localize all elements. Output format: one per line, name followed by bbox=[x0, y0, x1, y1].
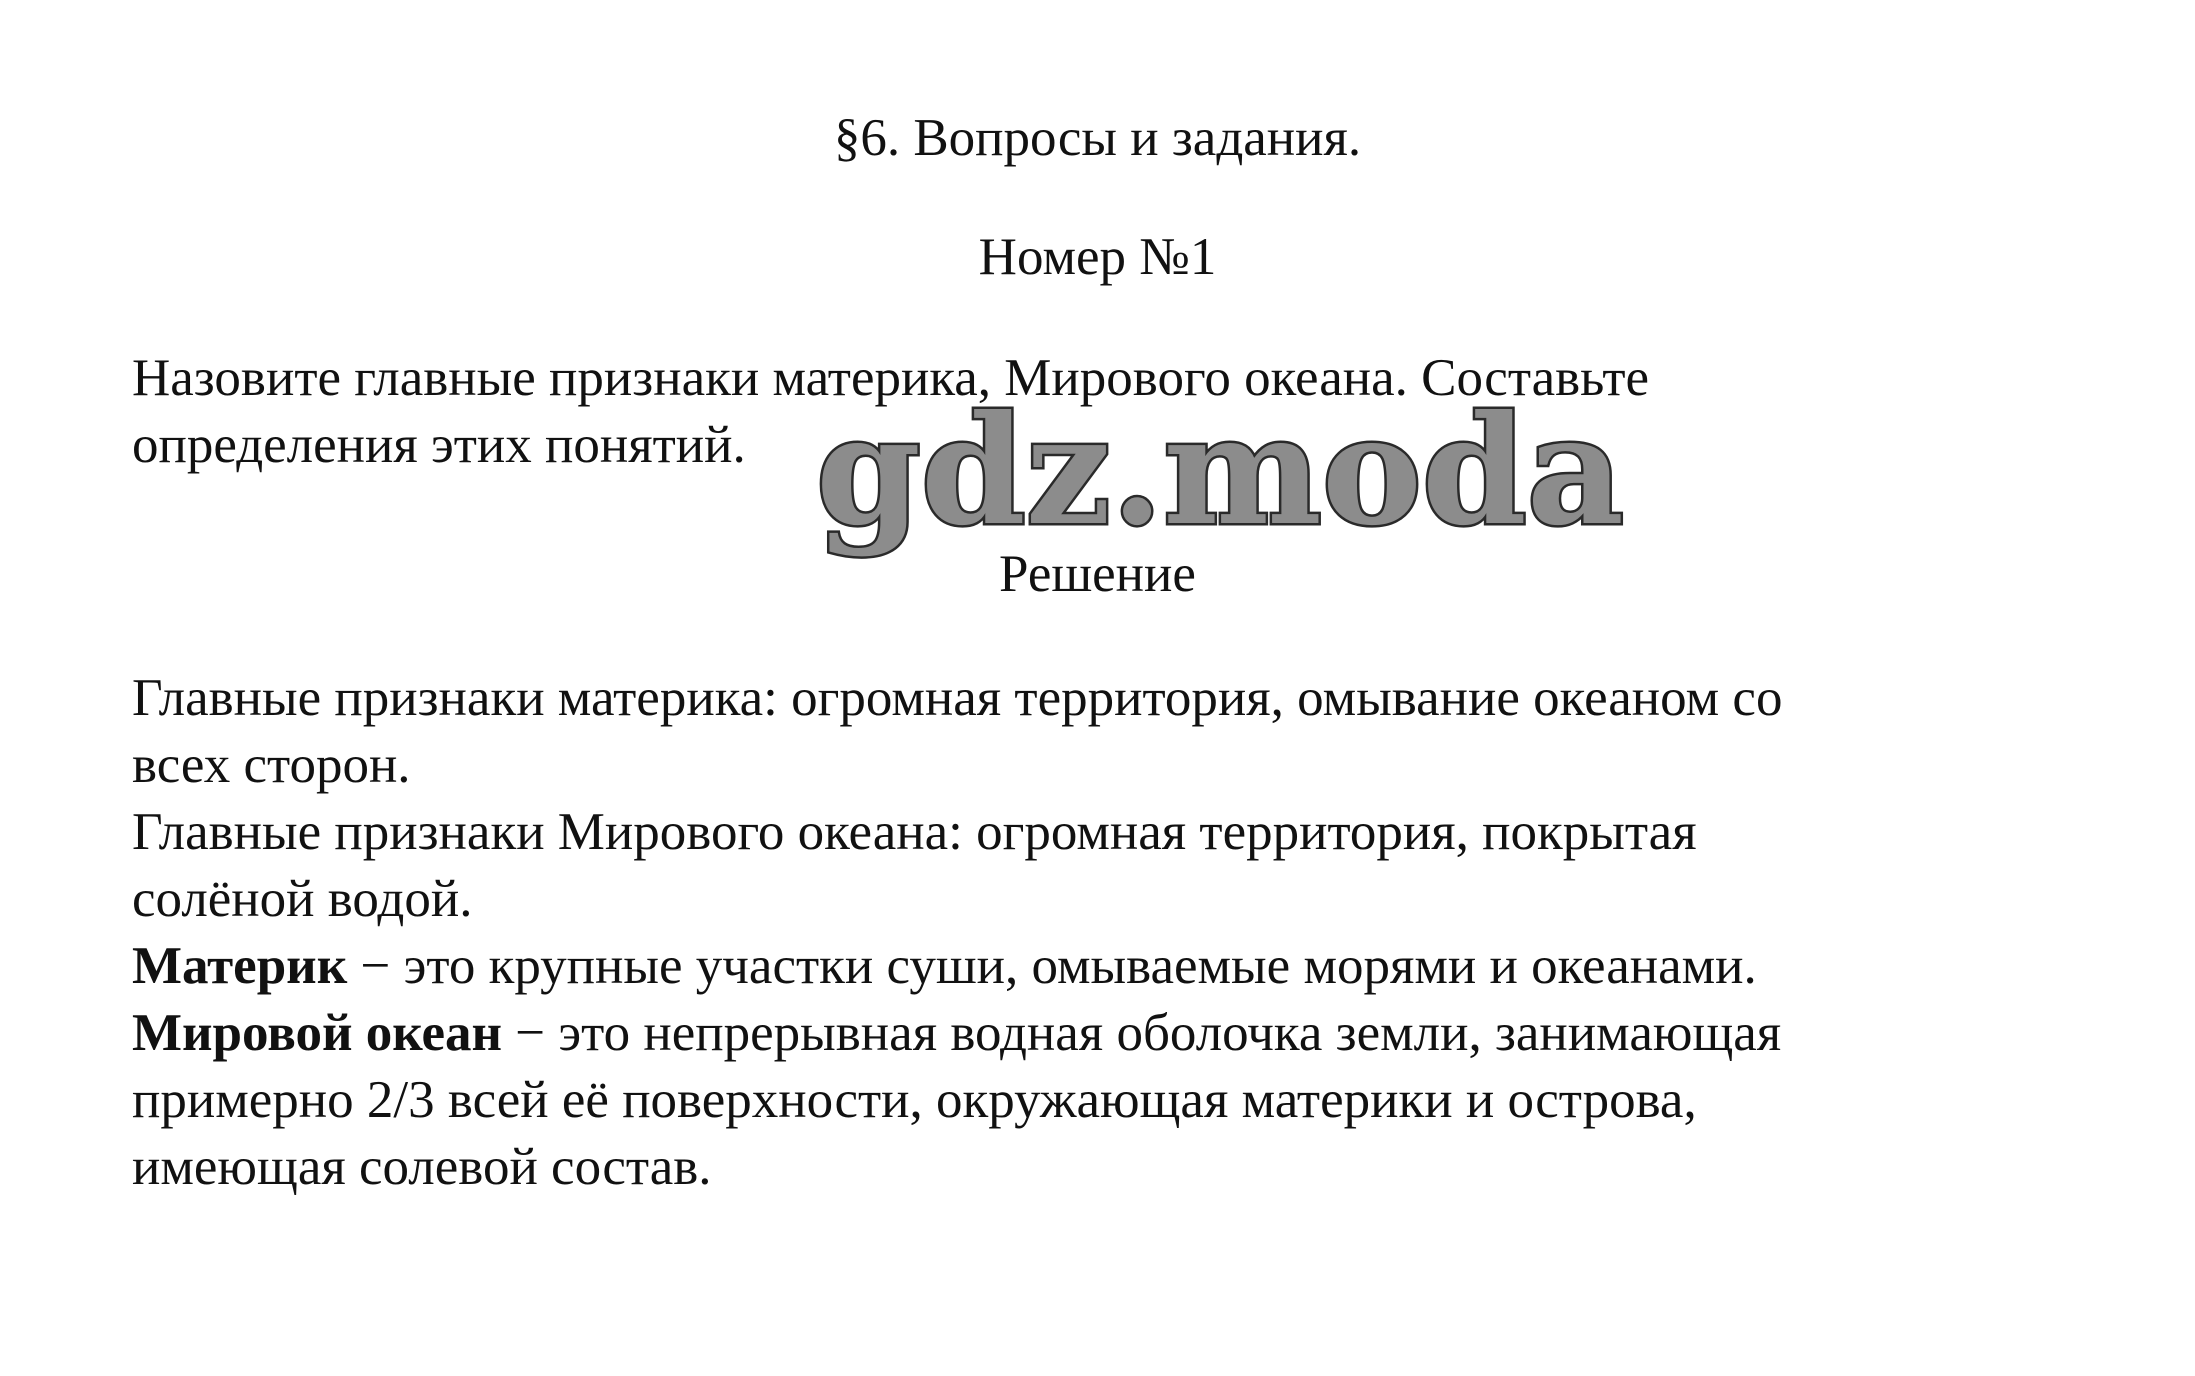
answer-line: имеющая солевой состав. bbox=[132, 1138, 712, 1196]
answer-line: Главные признаки Мирового океана: огромная территория, покрытая bbox=[132, 803, 1697, 861]
solution-heading: Решение bbox=[999, 545, 1196, 603]
answer-line: Главные признаки материка: огромная территория, омывание океаном со bbox=[132, 669, 1783, 727]
solution-text bbox=[132, 665, 2132, 1201]
definition-text: − это крупные участки суши, омываемые морями и океанами. bbox=[347, 937, 1757, 995]
problem-number: Номер №1 bbox=[978, 228, 1217, 286]
question-line: Назовите главные признаки материка, Мирового океана. Составьте bbox=[132, 349, 1650, 407]
watermark-text: gdz.moda bbox=[816, 383, 1625, 559]
definition-continent bbox=[132, 933, 2132, 1000]
term-world-ocean: Мировой океан bbox=[132, 1004, 503, 1062]
term-continent: Материк bbox=[132, 937, 348, 995]
answer-line: всех сторон. bbox=[132, 736, 411, 794]
question-line: определения этих понятий. bbox=[132, 416, 746, 474]
section-title: §6. Вопросы и задания. bbox=[833, 109, 1362, 167]
definition-world-ocean bbox=[132, 1000, 2132, 1067]
answer-line: солёной водой. bbox=[132, 870, 473, 928]
definition-text: − это непрерывная водная оболочка земли, занимающая bbox=[502, 1004, 1782, 1062]
answer-line: примерно 2/3 всей её поверхности, окружающая материки и острова, bbox=[132, 1071, 1697, 1129]
watermark-logo bbox=[810, 383, 1625, 560]
